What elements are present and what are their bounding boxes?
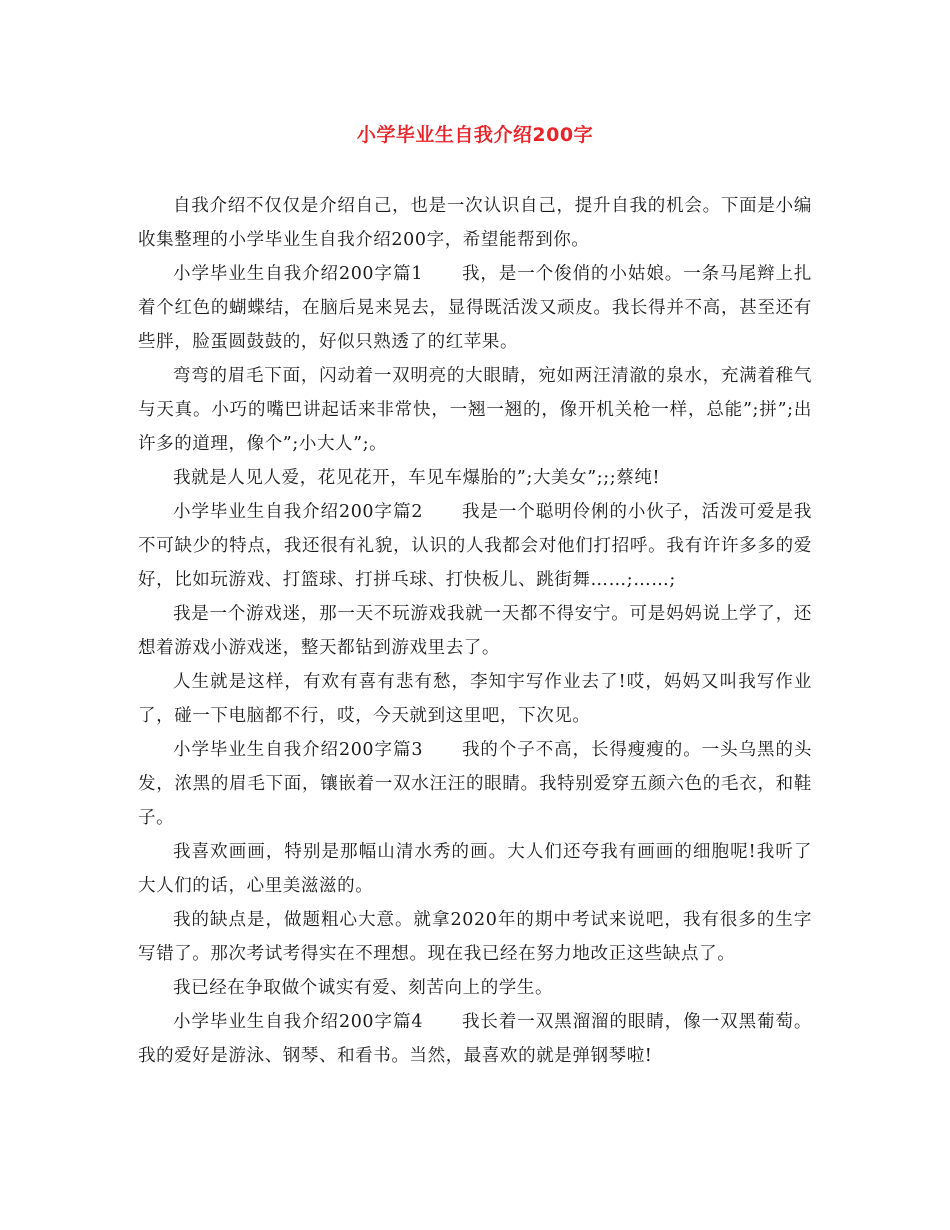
paragraph (138, 971, 812, 1005)
paragraph (138, 597, 812, 665)
paragraph (138, 189, 812, 257)
paragraph (138, 903, 812, 971)
paragraph-text: 自我介绍不仅仅是介绍自己，也是一次认识自己，提升自我的机会。下面是小编收集整理的小学毕业生自我介绍200字，希望能帮到你。 (138, 196, 812, 250)
document-body (138, 189, 812, 1073)
document-title: 小学毕业生自我介绍200字 (356, 124, 594, 146)
paragraph (138, 733, 812, 835)
paragraph (138, 495, 812, 597)
section-heading: 小学毕业生自我介绍200字篇2 (173, 502, 424, 522)
section-heading: 小学毕业生自我介绍200字篇1 (173, 264, 424, 284)
paragraph-text: 我喜欢画画，特别是那幅山清水秀的画。大人们还夸我有画画的细胞呢!我听了大人们的话，心里美滋滋的。 (138, 842, 812, 896)
paragraph (138, 257, 812, 359)
paragraph-text: 我已经在争取做个诚实有爱、刻苦向上的学生。 (173, 978, 554, 998)
section-heading: 小学毕业生自我介绍200字篇3 (173, 740, 424, 760)
paragraph-text: 我，是一个俊俏的小姑娘。一条马尾辫上扎着个红色的蝴蝶结，在脑后晃来晃去，显得既活泼又顽皮。我长得并不高，甚至还有些胖，脸蛋圆鼓鼓的，好似只熟透了的红苹果。 (138, 264, 812, 352)
paragraph (138, 835, 812, 903)
paragraph-text: 我的个子不高，长得瘦瘦的。一头乌黑的头发，浓黑的眉毛下面，镶嵌着一双水汪汪的眼睛。我特别爱穿五颜六色的毛衣，和鞋子。 (138, 740, 812, 828)
paragraph-text: 我长着一双黑溜溜的眼睛，像一双黑葡萄。我的爱好是游泳、钢琴、和看书。当然，最喜欢的就是弹钢琴啦! (138, 1012, 812, 1066)
paragraph-text: 我是一个聪明伶俐的小伙子，活泼可爱是我不可缺少的特点，我还很有礼貌，认识的人我都会对他们打招呼。我有许许多多的爱好，比如玩游戏、打篮球、打拼乓球、打快板儿、跳街舞……;……; (138, 502, 812, 590)
paragraph (138, 1005, 812, 1073)
paragraph (138, 461, 812, 495)
paragraph-text: 弯弯的眉毛下面，闪动着一双明亮的大眼睛，宛如两汪清澈的泉水，充满着稚气与天真。小巧的嘴巴讲起话来非常快，一翘一翘的，像开机关枪一样，总能”;拼”;出许多的道理，像个”;小大人”;。 (138, 366, 812, 454)
paragraph-text: 我的缺点是，做题粗心大意。就拿2020年的期中考试来说吧，我有很多的生字写错了。那次考试考得实在不理想。现在我已经在努力地改正这些缺点了。 (138, 910, 812, 964)
paragraph-text: 我就是人见人爱，花见花开，车见车爆胎的”;大美女”;;;蔡纯! (173, 468, 661, 488)
section-heading: 小学毕业生自我介绍200字篇4 (173, 1012, 424, 1032)
paragraph-text: 人生就是这样，有欢有喜有悲有愁，李知宇写作业去了!哎，妈妈又叫我写作业了，碰一下电脑都不行，哎，今天就到这里吧，下次见。 (138, 672, 812, 726)
paragraph (138, 359, 812, 461)
paragraph-text: 我是一个游戏迷，那一天不玩游戏我就一天都不得安宁。可是妈妈说上学了，还想着游戏小游戏迷，整天都钻到游戏里去了。 (138, 604, 812, 658)
paragraph (138, 665, 812, 733)
